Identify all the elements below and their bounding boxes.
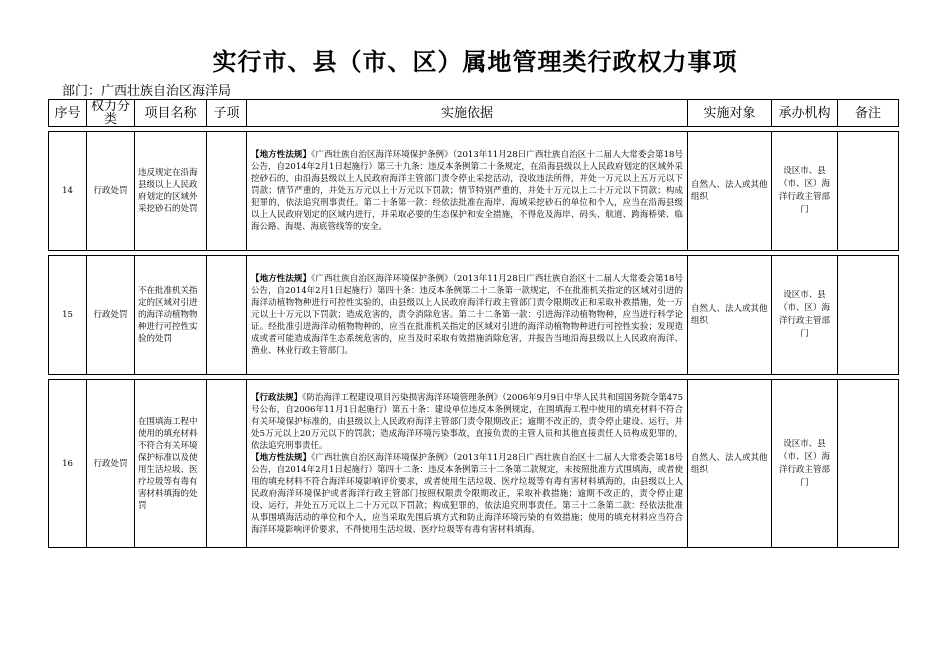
header-org: 承办机构 — [772, 100, 838, 127]
cell-seq: 14 — [49, 132, 87, 251]
cell-category: 行政处罚 — [87, 132, 135, 251]
cell-org: 设区市、县（市、区）海洋行政主管部门 — [772, 380, 838, 548]
page-title: 实行市、县（市、区）属地管理类行政权力事项 — [212, 47, 738, 76]
table-row — [49, 380, 899, 548]
basis-text: 《广西壮族自治区海洋环境保护条例》（2013年11月28日广西壮族自治区十二届人大常委会第18号公告，自2014年2月1日起施行）第四十条：违反本条例第二十二条第一款规定，不在批准机关指定的区域对引进的海洋动植物物种进行可控性实验的，由县级以上人民政府海洋行政主管部门责令限期改正和采取补救措施，处一万元以上十万元以下罚款；造成危害的，责令消除危害。第二十二条第一款：引进海洋动植物物种，应当进行科学论证。经批准引进海洋动植物物种的，应当在批准机关指定的区域对引进的海洋动植物物种进行可控性实验；发现造成或者可能造成海洋生态系统危害的，应当及时采取有效措施消除危害，并报告当地沿海县级以上人民政府海洋、渔业、林业行政主管部门。 — [251, 274, 683, 356]
table-row — [49, 256, 899, 375]
power-items-table — [48, 99, 899, 559]
cell-category: 行政处罚 — [87, 256, 135, 375]
header-basis: 实施依据 — [247, 100, 688, 127]
cell-sub-item — [207, 256, 247, 375]
cell-remark — [838, 132, 899, 251]
cell-seq: 16 — [49, 380, 87, 548]
table-header-row — [49, 100, 899, 127]
header-item-name: 项目名称 — [135, 100, 207, 127]
cell-target: 自然人、法人或其他组织 — [688, 256, 772, 375]
cell-basis — [247, 380, 688, 548]
basis-text: 《广西壮族自治区海洋环境保护条例》（2013年11月28日广西壮族自治区十二届人大常委会第18号公告，自2014年2月1日起施行）第三十九条：违反本条例第二十条规定，在沿海县级以上人民政府划定的区域外采挖砂石的，由沿海县级以上人民政府海洋主管部门责令停止采挖活动，没收违法所得，并处一万元以上五万元以下罚款；情节严重的，并处五万元以上十万元以下罚款；情节特别严重的，并处十万元以上二十万元以下罚款；构成犯罪的，依法追究刑事责任。第二十条第一款：经依法批准在海岸、海域采挖砂石的单位和个人，应当在沿海县级以上人民政府划定的区域内进行，并采取必要的生态保护和安全措施，不得危及海岸、码头、航道、跨海桥梁、临海公路、海堤、海底管线等的安全。 — [251, 150, 683, 232]
cell-org: 设区市、县（市、区）海洋行政主管部门 — [772, 256, 838, 375]
cell-item-name: 在围填海工程中使用的填充材料不符合有关环境保护标准以及使用生活垃圾、医疗垃圾等有毒有害材料填海的处罚 — [135, 380, 207, 548]
header-seq: 序号 — [49, 100, 87, 127]
cell-item-name: 违反规定在沿海县级以上人民政府划定的区域外采挖砂石的处罚 — [135, 132, 207, 251]
cell-basis — [247, 256, 688, 375]
department-label: 部门：广西壮族自治区海洋局 — [62, 84, 232, 99]
row-spacer — [49, 548, 899, 560]
cell-category: 行政处罚 — [87, 380, 135, 548]
cell-remark — [838, 380, 899, 548]
header-sub-item: 子项 — [207, 100, 247, 127]
cell-sub-item — [207, 132, 247, 251]
cell-sub-item — [207, 380, 247, 548]
basis-text: 《防治海洋工程建设项目污染损害海洋环境管理条例》（2006年9月9日中华人民共和国国务院令第475号公布，自2006年11月1日起施行）第五十条：建设单位违反本条例规定，在围填海工程中使用的填充材料不符合有关环境保护标准的，由县级以上人民政府海洋主管部门责令限期改正；逾期不改正的，责令停止建设、运行，并处5万元以上20万元以下的罚款；造成海洋环境污染事故，直接负责的主管人员和其他直接责任人员构成犯罪的，依法追究刑事责任。 — [251, 392, 683, 451]
cell-seq: 15 — [49, 256, 87, 375]
header-target: 实施对象 — [688, 100, 772, 127]
table-row — [49, 132, 899, 251]
basis-text: 《广西壮族自治区海洋环境保护条例》（2013年11月28日广西壮族自治区十二届人大常委会第18号公告，自2014年2月1日起施行）第四十二条：违反本条例第三十二条第二款规定，未按照批准方式围填海，或者使用的填充材料不符合海洋环境影响评价要求，或者使用生活垃圾、医疗垃圾等有毒有害材料填海的，由县级以上人民政府海洋环境保护或者海洋行政主管部门按照权限责令限期改正，采取补救措施；逾期不改正的，责令停止建设、运行，并处五万元以上二十万元以下罚款；构成犯罪的，依法追究刑事责任。第三十二条第二款：经依法批准从事围填海活动的单位和个人，应当采取先围后填方式和防止海洋环境污染的有效措施；使用的填充材料应当符合海洋环境影响评价要求，不得使用生活垃圾、医疗垃圾等有毒有害材料填海。 — [251, 452, 683, 535]
basis-tag: 【地方性法规】 — [251, 150, 312, 160]
cell-target: 自然人、法人或其他组织 — [688, 132, 772, 251]
cell-target: 自然人、法人或其他组织 — [688, 380, 772, 548]
basis-tag: 【地方性法规】 — [251, 274, 312, 284]
cell-org: 设区市、县（市、区）海洋行政主管部门 — [772, 132, 838, 251]
header-category: 权力分类 — [87, 100, 135, 127]
basis-tag: 【行政法规】 — [251, 392, 303, 403]
header-remark: 备注 — [838, 100, 899, 127]
cell-basis — [247, 132, 688, 251]
basis-tag: 【地方性法规】 — [251, 452, 312, 463]
cell-remark — [838, 256, 899, 375]
cell-item-name: 不在批准机关指定的区域对引进的海洋动植物物种进行可控性实验的处罚 — [135, 256, 207, 375]
